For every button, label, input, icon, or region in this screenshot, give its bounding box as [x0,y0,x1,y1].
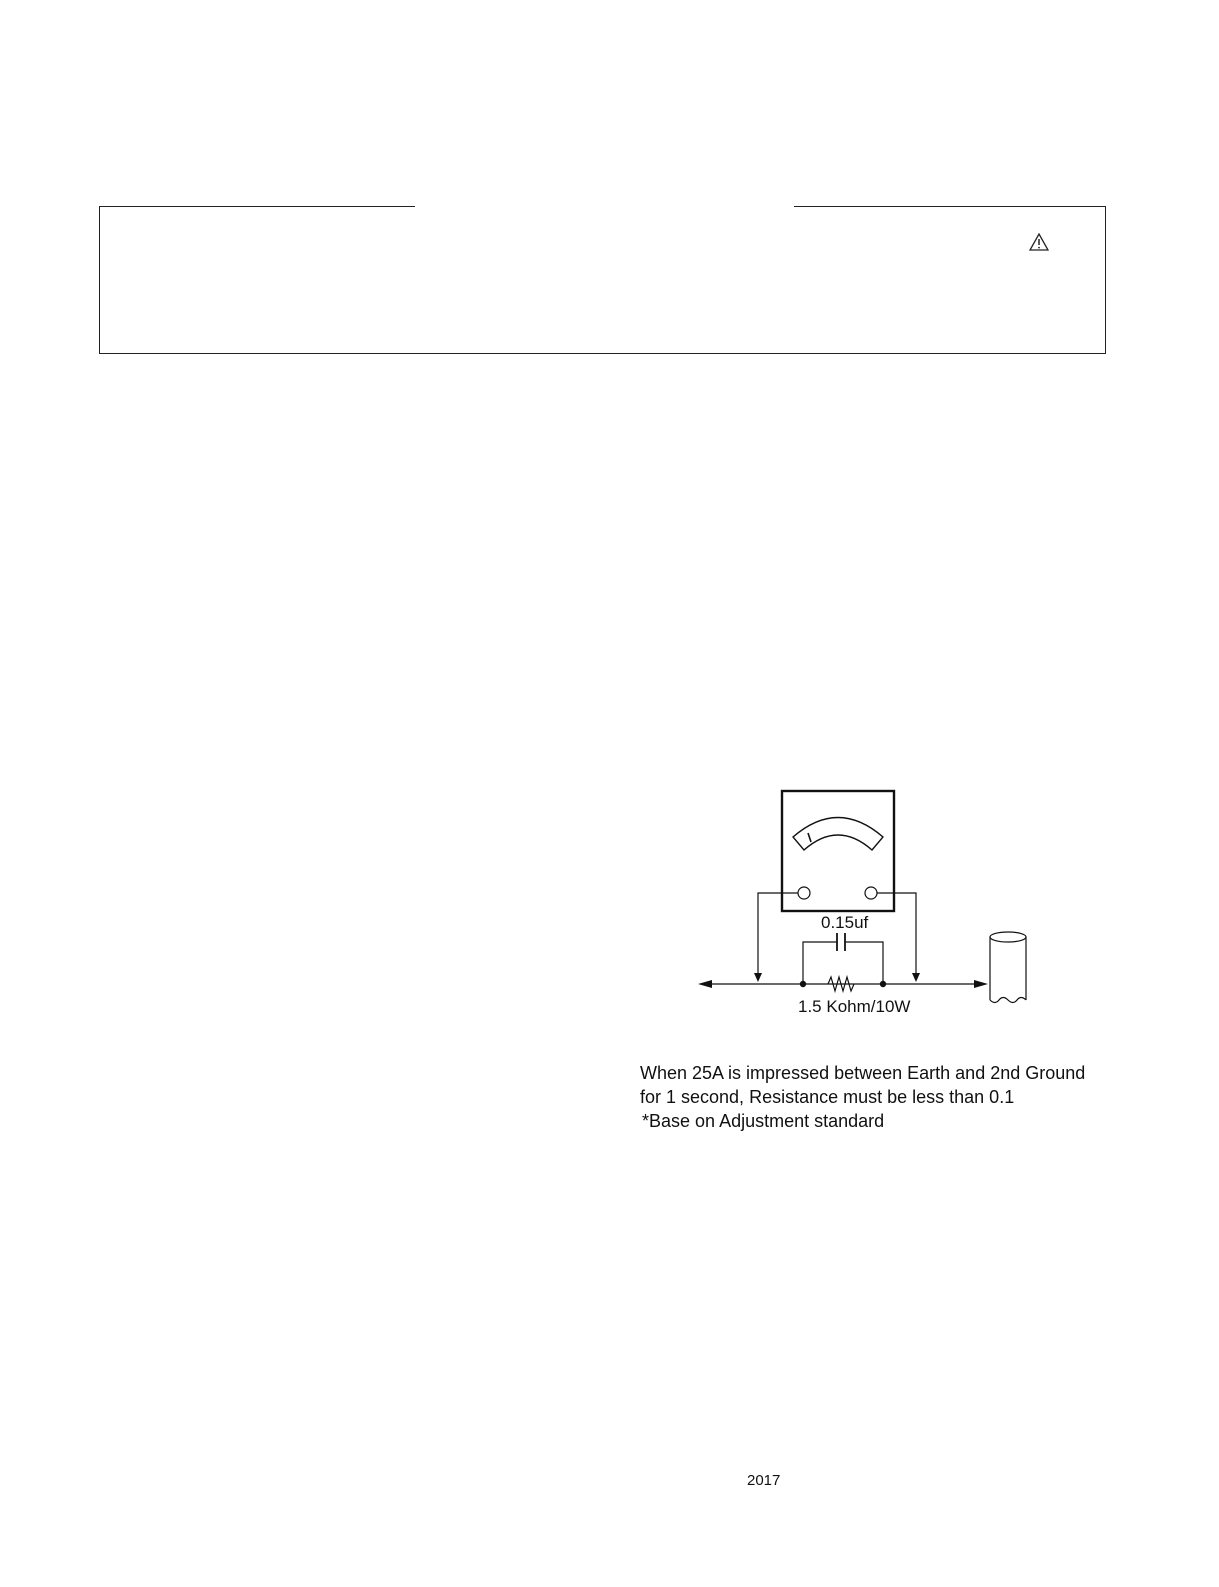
ground-pipe [990,932,1026,1003]
junction-dot-left [800,981,806,987]
notice-box [99,206,1106,354]
caption-line-1: When 25A is impressed between Earth and 2nd Ground [640,1063,1086,1083]
notice-box-top-border-right [794,206,1106,207]
meter-terminal-left [798,887,810,899]
lead-arrow-right [912,973,920,982]
caption-line-2: for 1 second, Resistance must be less than 0.1 [640,1087,1015,1107]
notice-box-top-border-left [99,206,415,207]
resistor-label: 1.5 Kohm/10W [798,997,911,1016]
line-arrow-right [974,980,988,988]
caption-note: *Base on Adjustment standard [642,1111,885,1131]
warning-triangle-icon [1029,233,1049,251]
test-caption [640,1061,1140,1133]
junction-dot-right [880,981,886,987]
meter-needle [808,833,811,842]
lead-arrow-left [754,973,762,982]
page-number: 2017 [747,1472,781,1489]
capacitor [803,933,883,984]
meter-scale [793,818,883,851]
capacitor-label: 0.15uf [821,913,869,932]
leakage-test-circuit-diagram [690,780,1050,1030]
meter-terminal-right [865,887,877,899]
line-arrow-left [698,980,712,988]
